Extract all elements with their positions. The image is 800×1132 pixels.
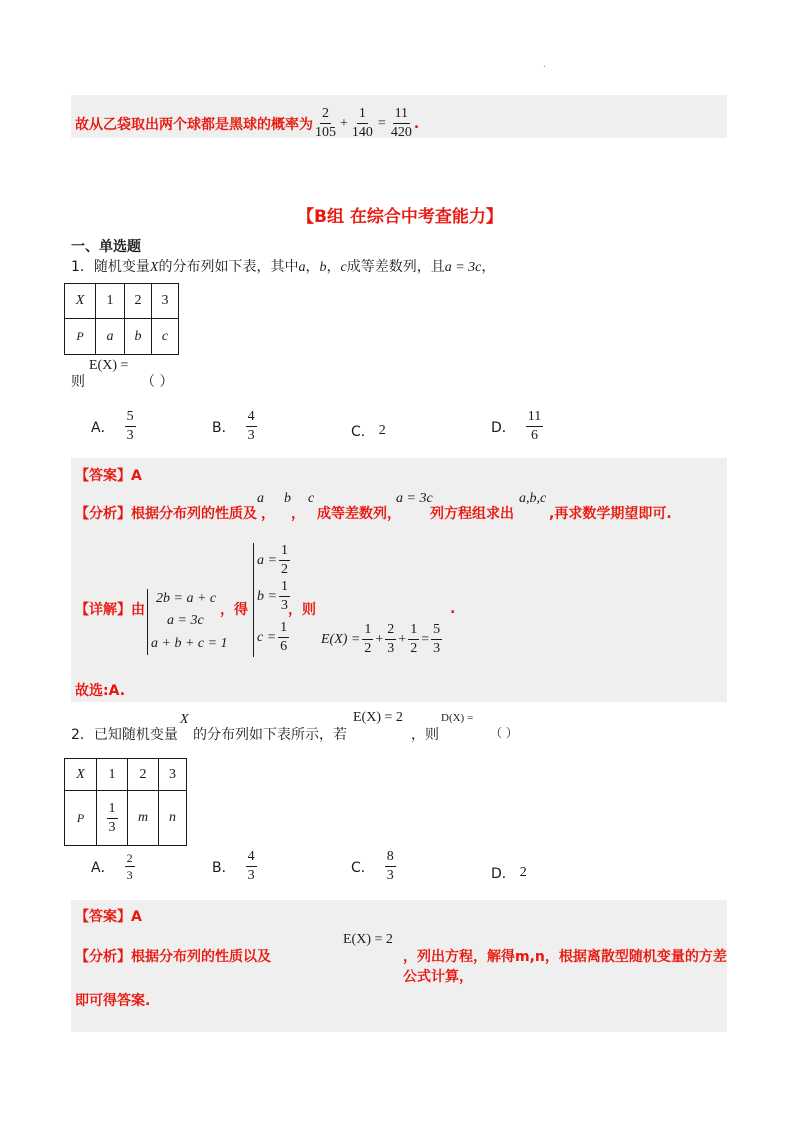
period: . — [413, 115, 420, 132]
table-cell: 1 — [97, 759, 128, 791]
option-label: B． — [212, 419, 236, 436]
fraction: $\frac{1}{3}$ — [280, 579, 288, 613]
fraction: $\frac{2}{3}$ — [387, 622, 395, 656]
q1-ze: 则 — [71, 374, 85, 390]
table-cell: P — [65, 319, 96, 355]
q2-analysis-b: ，列出方程，解得m,n，根据离散型随机变量的方差公式计算， — [403, 949, 727, 985]
table-cell: b — [125, 319, 152, 355]
q1-distribution-table — [64, 283, 179, 355]
q1-analysis-c: 列方程组求出 — [430, 506, 514, 522]
system-eq-2: a = 3c — [167, 613, 204, 628]
solution-label: c = — [257, 629, 277, 645]
q2-condition: E(X) = 2 — [353, 710, 403, 725]
fraction-2-105: $\frac{2}{105}$ — [315, 106, 336, 140]
subsection-heading: 一、单选题 — [71, 239, 141, 255]
table-cell: a — [96, 319, 125, 355]
table-cell: m — [128, 791, 159, 846]
q1-detail-then: ，则 — [288, 602, 316, 618]
q1-option-d[interactable] — [491, 410, 543, 443]
prev-solution-text: 故从乙袋取出两个球都是黑球的概率为 — [75, 116, 313, 133]
option-label: D． — [491, 419, 516, 436]
plus-sign: + — [340, 115, 348, 131]
equals-sign: = — [377, 115, 386, 131]
fraction: $\frac{1}{2}$ — [410, 622, 418, 656]
q2-analysis-c: 即可得答案. — [75, 993, 151, 1009]
var-abc: a,b,c — [519, 491, 547, 506]
solution-label: b = — [257, 588, 277, 604]
option-label: D． — [491, 866, 516, 882]
q1-option-b[interactable] — [212, 410, 257, 443]
q1-answer: 【答案】A — [75, 468, 142, 484]
q2-solution-block — [71, 900, 727, 1032]
option-label: B． — [212, 859, 236, 876]
var-x: X — [180, 712, 189, 727]
equals-sign: = — [421, 631, 430, 647]
fraction: $\frac{1}{2}$ — [280, 543, 288, 577]
var-a: a — [298, 260, 306, 275]
plus-sign: + — [398, 631, 407, 647]
q1-analysis-b: 成等差数列， — [317, 506, 401, 522]
option-label: A． — [91, 859, 115, 876]
q1-text: 1．随机变量 — [71, 259, 150, 275]
option-fraction: $\frac{2}{3}$ — [126, 851, 133, 882]
q1-detail-get: ，得 — [220, 602, 248, 618]
fraction: $\frac{5}{3}$ — [433, 622, 441, 656]
comma: ， — [291, 506, 305, 522]
fraction: $\frac{1}{6}$ — [280, 620, 288, 654]
var-b: b — [319, 260, 327, 275]
q2-option-b[interactable] — [212, 850, 257, 883]
left-brace — [253, 543, 254, 657]
condition-a-3c: a = 3c — [444, 260, 482, 275]
var-c: c — [308, 491, 315, 506]
solution-b — [257, 580, 290, 613]
table-cell: 2 — [125, 284, 152, 319]
table-cell — [97, 791, 128, 846]
q2-comma: ，则 — [411, 727, 439, 743]
q1-analysis-d: ,再求数学期望即可. — [549, 506, 672, 522]
q1-option-a[interactable] — [91, 410, 136, 443]
solution-label: a = — [257, 552, 277, 568]
q2-answer-paren: （ ） — [490, 726, 518, 740]
table-cell: 3 — [152, 284, 179, 319]
solution-c — [257, 621, 289, 654]
option-fraction: $\frac{5}{3}$ — [126, 409, 134, 443]
ex-label: E(X) = — [321, 631, 361, 647]
q2-analysis-condition: E(X) = 2 — [343, 932, 393, 947]
q1-stem — [71, 256, 495, 276]
q2-distribution-table — [64, 758, 187, 846]
q2-answer: 【答案】A — [75, 909, 142, 925]
var-c: c — [340, 260, 347, 275]
fraction-11-420: $\frac{11}{420}$ — [390, 106, 412, 140]
option-value: 2 — [519, 865, 527, 880]
option-label: A． — [91, 419, 115, 436]
q2-text-b: 的分布列如下表所示，若 — [193, 727, 347, 743]
table-cell: 2 — [128, 759, 159, 791]
system-eq-3: a + b + c = 1 — [151, 636, 228, 651]
prev-solution-line — [75, 107, 419, 140]
option-fraction: $\frac{11}{6}$ — [527, 409, 542, 443]
condition-a-3c: a = 3c — [396, 491, 433, 506]
option-fraction: $\frac{8}{3}$ — [386, 849, 394, 883]
option-fraction: $\frac{4}{3}$ — [247, 849, 255, 883]
system-eq-1: 2b = a + c — [156, 591, 217, 606]
comma: ， — [261, 506, 275, 522]
table-cell: 1 — [96, 284, 125, 319]
left-brace — [147, 589, 148, 655]
q1-text: 的分布列如下表，其中 — [158, 259, 299, 275]
comma: ， — [481, 259, 496, 275]
table-cell: c — [152, 319, 179, 355]
q1-option-c[interactable] — [351, 421, 386, 441]
var-a: a — [257, 491, 264, 506]
q2-option-a[interactable] — [91, 852, 135, 881]
fraction-1-140: $\frac{1}{140}$ — [351, 106, 373, 140]
table-cell: 3 — [159, 759, 187, 791]
var-b: b — [284, 491, 291, 506]
q2-dx: D(X) = — [441, 712, 474, 724]
var-x: X — [149, 260, 159, 275]
table-cell: n — [159, 791, 187, 846]
comma: ， — [305, 259, 320, 275]
period: . — [450, 601, 456, 617]
fraction: $\frac{1}{3}$ — [108, 800, 116, 835]
q2-option-c[interactable] — [351, 850, 396, 883]
q1-ex: E(X) = — [89, 358, 129, 373]
prev-solution-block — [71, 95, 727, 138]
table-cell: X — [65, 284, 96, 319]
q1-text: 成等差数列，且 — [346, 259, 445, 275]
q2-analysis-a: 【分析】根据分布列的性质以及 — [75, 949, 271, 965]
q2-option-d[interactable] — [491, 863, 527, 883]
option-label: C． — [351, 859, 375, 876]
option-label: C． — [351, 424, 375, 440]
q1-solution-block — [71, 458, 727, 702]
comma: ， — [326, 259, 341, 275]
option-value: 2 — [378, 423, 386, 438]
q1-choose: 故选:A. — [75, 683, 126, 699]
q1-answer-paren: （ ） — [141, 374, 174, 390]
q1-analysis-a: 【分析】根据分布列的性质及 — [75, 506, 257, 522]
table-cell: X — [65, 759, 97, 791]
page-dot: · — [543, 62, 547, 73]
solution-a — [257, 544, 290, 577]
option-fraction: $\frac{4}{3}$ — [247, 409, 255, 443]
q1-detail-lead: 【详解】由 — [75, 602, 145, 618]
table-cell: P — [65, 791, 97, 846]
section-title: 【B组 在综合中考查能力】 — [297, 207, 503, 227]
fraction: $\frac{1}{2}$ — [364, 622, 372, 656]
expectation-calc — [321, 623, 442, 656]
plus-sign: + — [375, 631, 384, 647]
q2-text-a: 2．已知随机变量 — [71, 727, 178, 743]
